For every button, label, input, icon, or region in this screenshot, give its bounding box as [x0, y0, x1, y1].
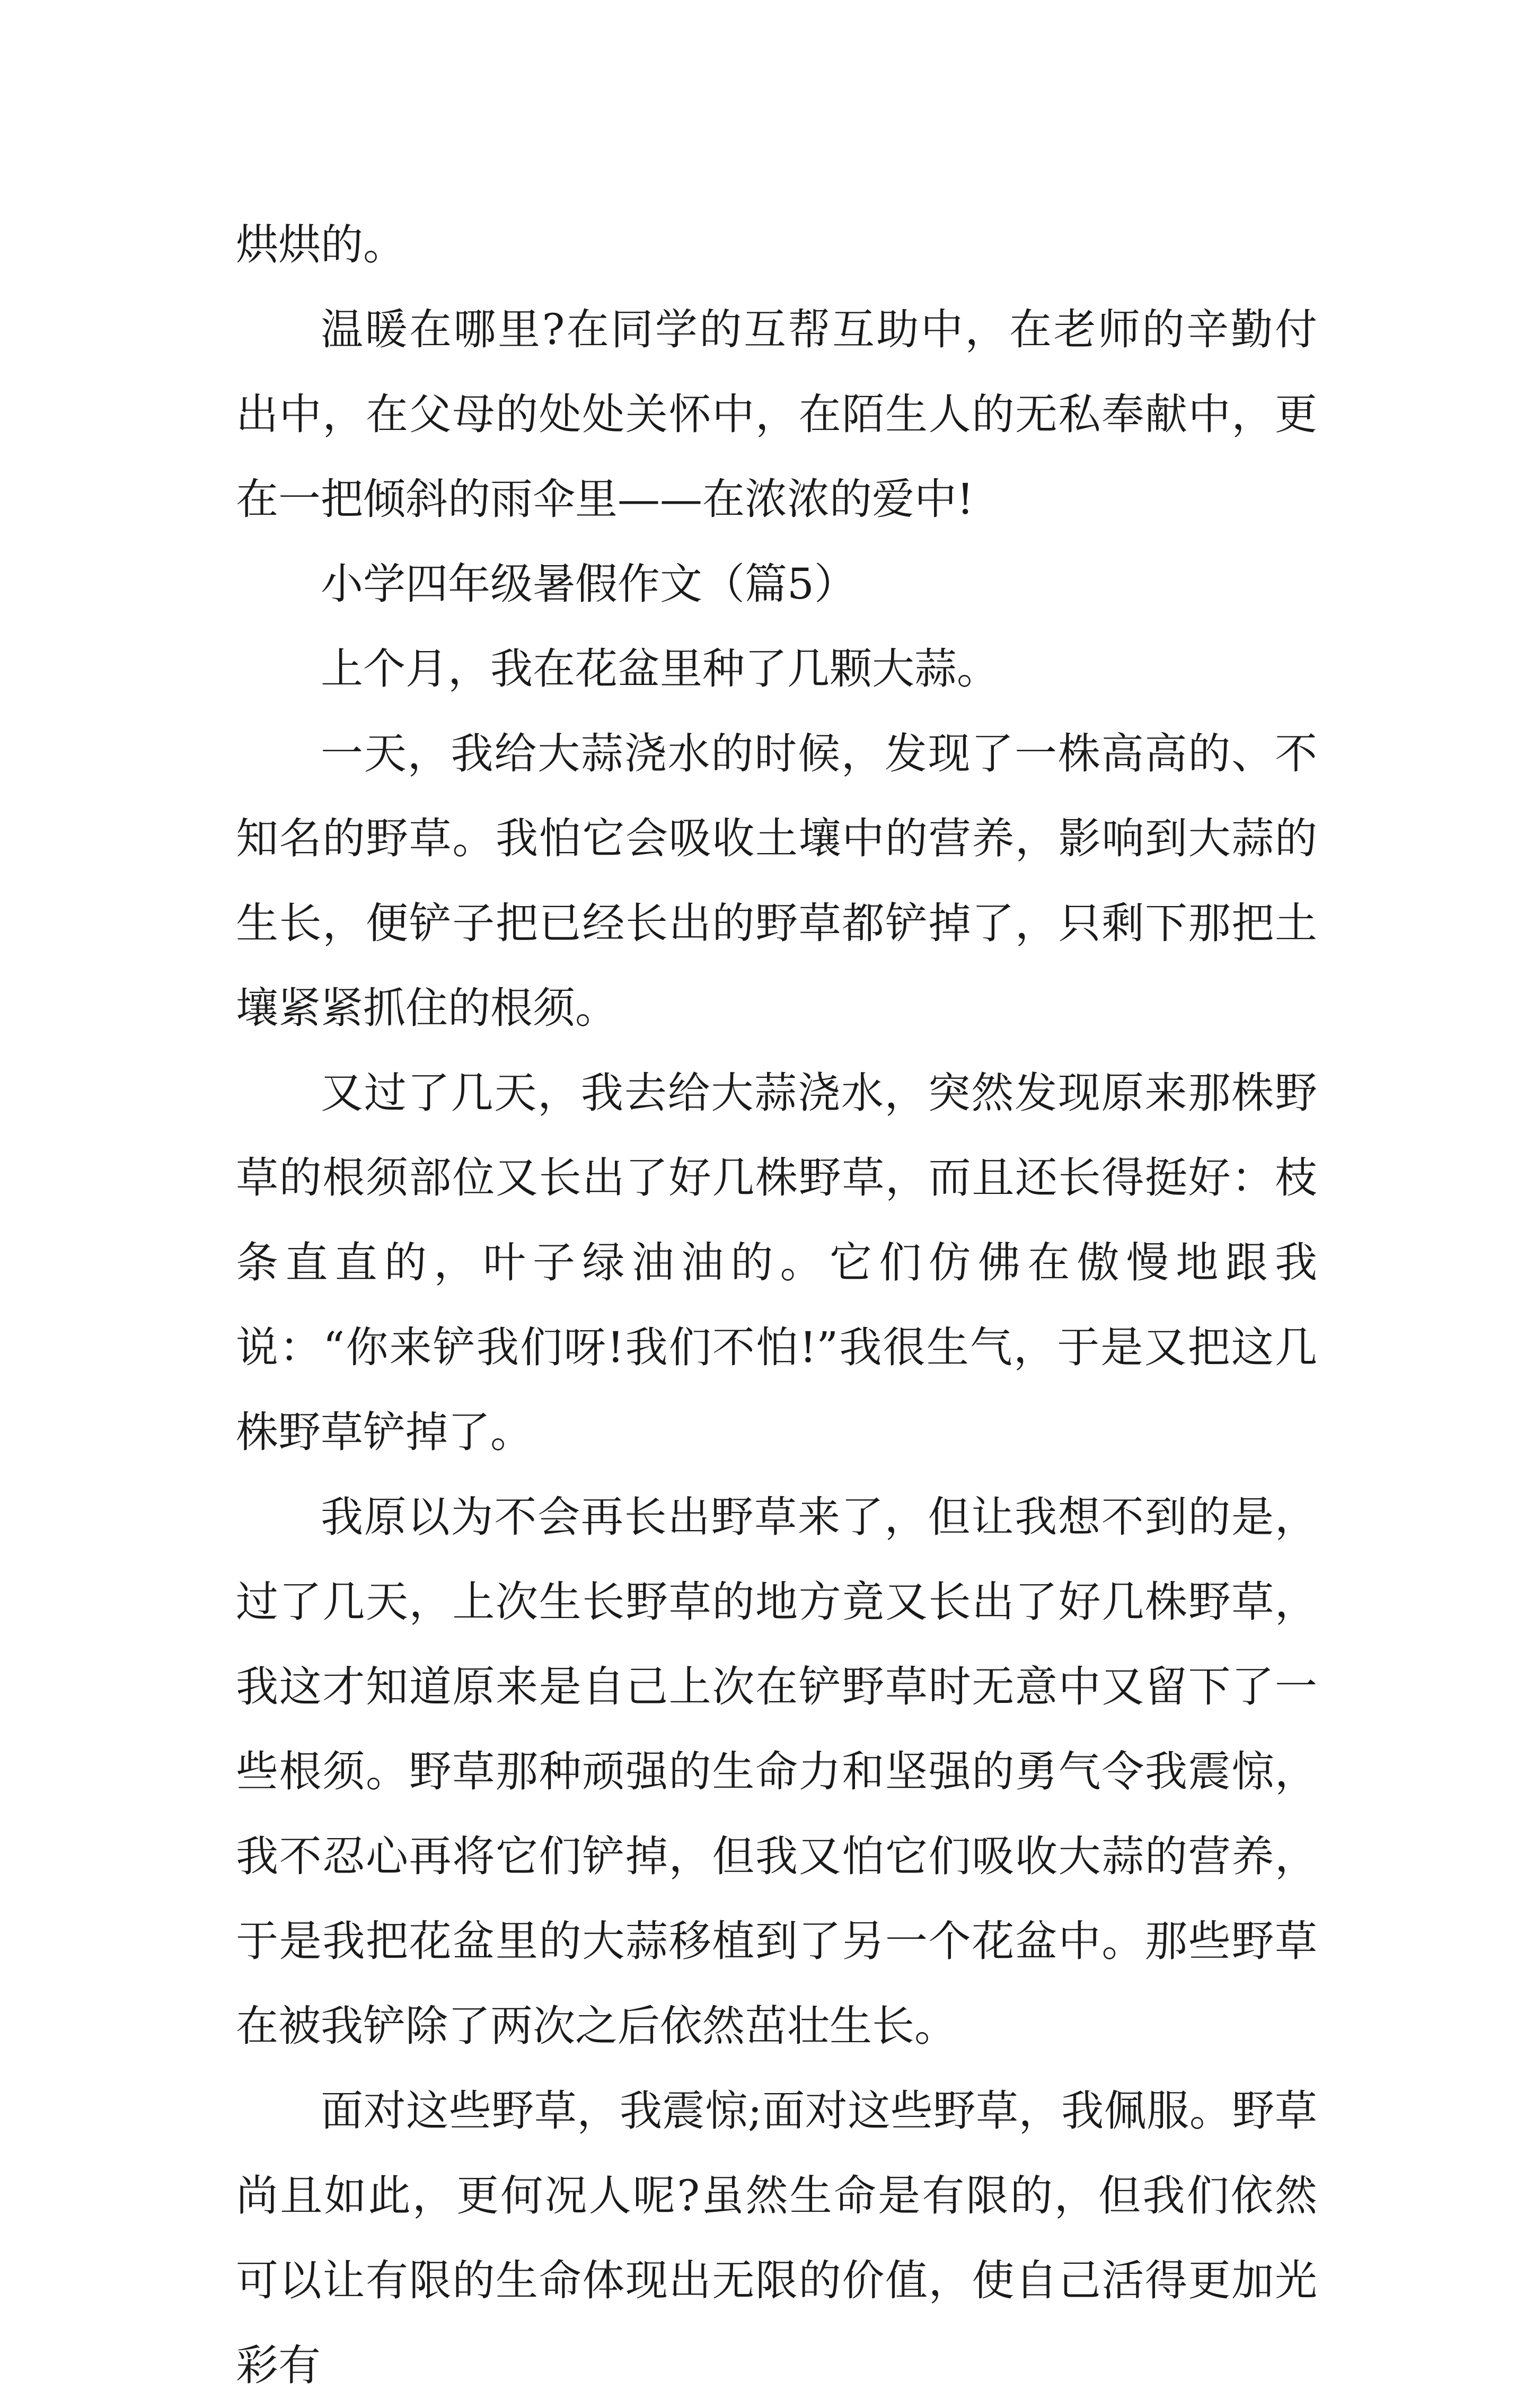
paragraph-weed-again: 我原以为不会再长出野草来了，但让我想不到的是，过了几天，上次生长野草的地方竟又长出了好几株野草，我这才知道原来是自己上次在铲野草时无意中又留下了一些根须。野草那种顽强的生命力和坚强的勇气令我震惊，我不忍心再将它们铲掉，但我又怕它们吸收大蒜的营养，于是我把花盆里的大蒜移植到了另一个花盆中。那些野草在被我铲除了两次之后依然茁壮生长。: [236, 1492, 1317, 2051]
essay-heading: 小学四年级暑假作文（篇5）: [321, 559, 857, 609]
paragraph-planting: 上个月，我在花盆里种了几颗大蒜。: [321, 644, 999, 693]
document-body: [236, 203, 1317, 2408]
paragraph-weed-regrow: 又过了几天，我去给大蒜浇水，突然发现原来那株野草的根须部位又长出了好几株野草，而且还长得挺好：枝条直直的，叶子绿油油的。它们仿佛在傲慢地跟我说：“你来铲我们呀!我们不怕!”我很生气，于是又把这几株野草铲掉了。: [236, 1068, 1317, 1457]
paragraph-weed-found: 一天，我给大蒜浇水的时候，发现了一株高高的、不知名的野草。我怕它会吸收土壤中的营养，影响到大蒜的生长，便铲子把已经长出的野草都铲掉了，只剩下那把土壤紧紧抓住的根须。: [236, 729, 1317, 1033]
paragraph-continuation: 烘烘的。: [236, 220, 405, 269]
paragraph-warmth: 温暖在哪里?在同学的互帮互助中，在老师的辛勤付出中，在父母的处处关怀中，在陌生人的无私奉献中，更在一把倾斜的雨伞里——在浓浓的爱中!: [236, 305, 1317, 524]
paragraph-reflection: 面对这些野草，我震惊;面对这些野草，我佩服。野草尚且如此，更何况人呢?虽然生命是有限的，但我们依然可以让有限的生命体现出无限的价值，使自己活得更加光彩有: [236, 2086, 1317, 2390]
